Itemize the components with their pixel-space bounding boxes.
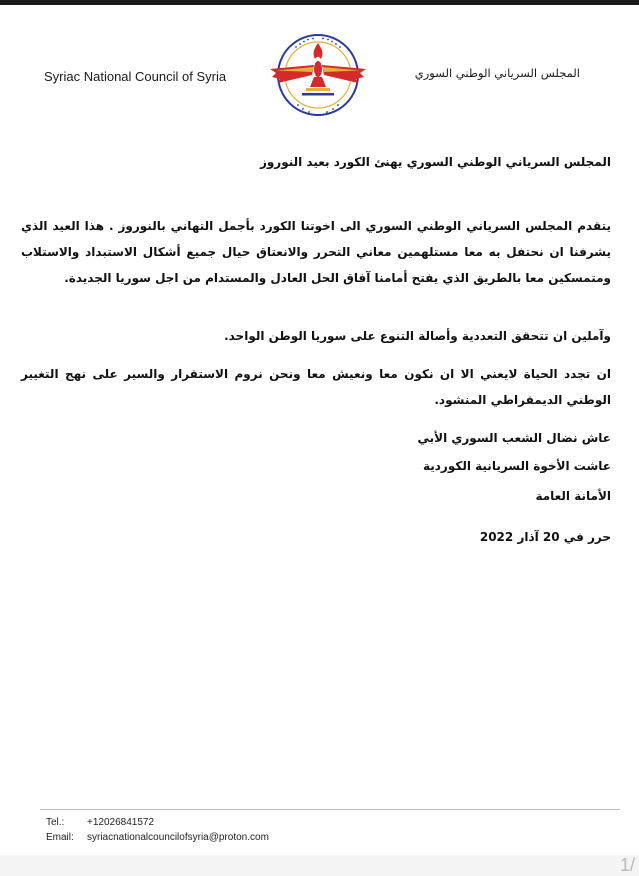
footer-telephone (46, 817, 154, 828)
email-label: Email: (46, 832, 74, 843)
tel-value: +12026841572 (87, 817, 155, 828)
org-name-arabic: المجلس السرياني الوطني السوري (414, 66, 580, 80)
footer-divider (40, 809, 620, 810)
letter-paragraph-3: ان تجدد الحياة لايعني الا ان نكون معا ونعيش معا ونحن نروم الاستقرار والسير على نهج التغيير الوطني الديمقراطي المنشود. (21, 367, 611, 407)
letter-paragraph-2: وآملين ان تتحقق التعددية وأصالة التنوع على سوريا الوطن الواحد. (224, 329, 611, 343)
letter-date: حرر في 20 آذار 2022 (479, 530, 611, 544)
document-page (0, 5, 639, 855)
eagle-emblem-icon (266, 29, 370, 121)
org-name-english: Syriac National Council of Syria (44, 69, 227, 84)
footer-email (46, 832, 269, 843)
letter-slogan-2: عاشت الأخوة السريانية الكوردية (422, 459, 611, 473)
email-value: syriacnationalcouncilofsyria@proton.com (87, 832, 269, 843)
page-number-indicator: 1/ (619, 855, 635, 875)
letter-title: المجلس السرياني الوطني السوري يهنئ الكورد بعيد النوروز (259, 155, 611, 169)
letter-slogan-1: عاش نضال الشعب السوري الأبي (417, 431, 611, 445)
letter-paragraph-1: يتقدم المجلس السرياني الوطني السوري الى اخوتنا الكورد بأجمل التهاني بالنوروز . هذا العيد الذي يشرفنا ان نحتفل به معا مستلهمين معاني التحرر والانعتاق حيال جميع أشكال الاستبداد والاستلاب ومتمسكين معا بالطريق الذي يفتح أمامنا آفاق الحل العادل والمستدام من اجل سوريا الجديدة. (21, 219, 611, 285)
letter-signature: الأمانة العامة (535, 489, 611, 503)
tel-label: Tel.: (46, 817, 65, 828)
